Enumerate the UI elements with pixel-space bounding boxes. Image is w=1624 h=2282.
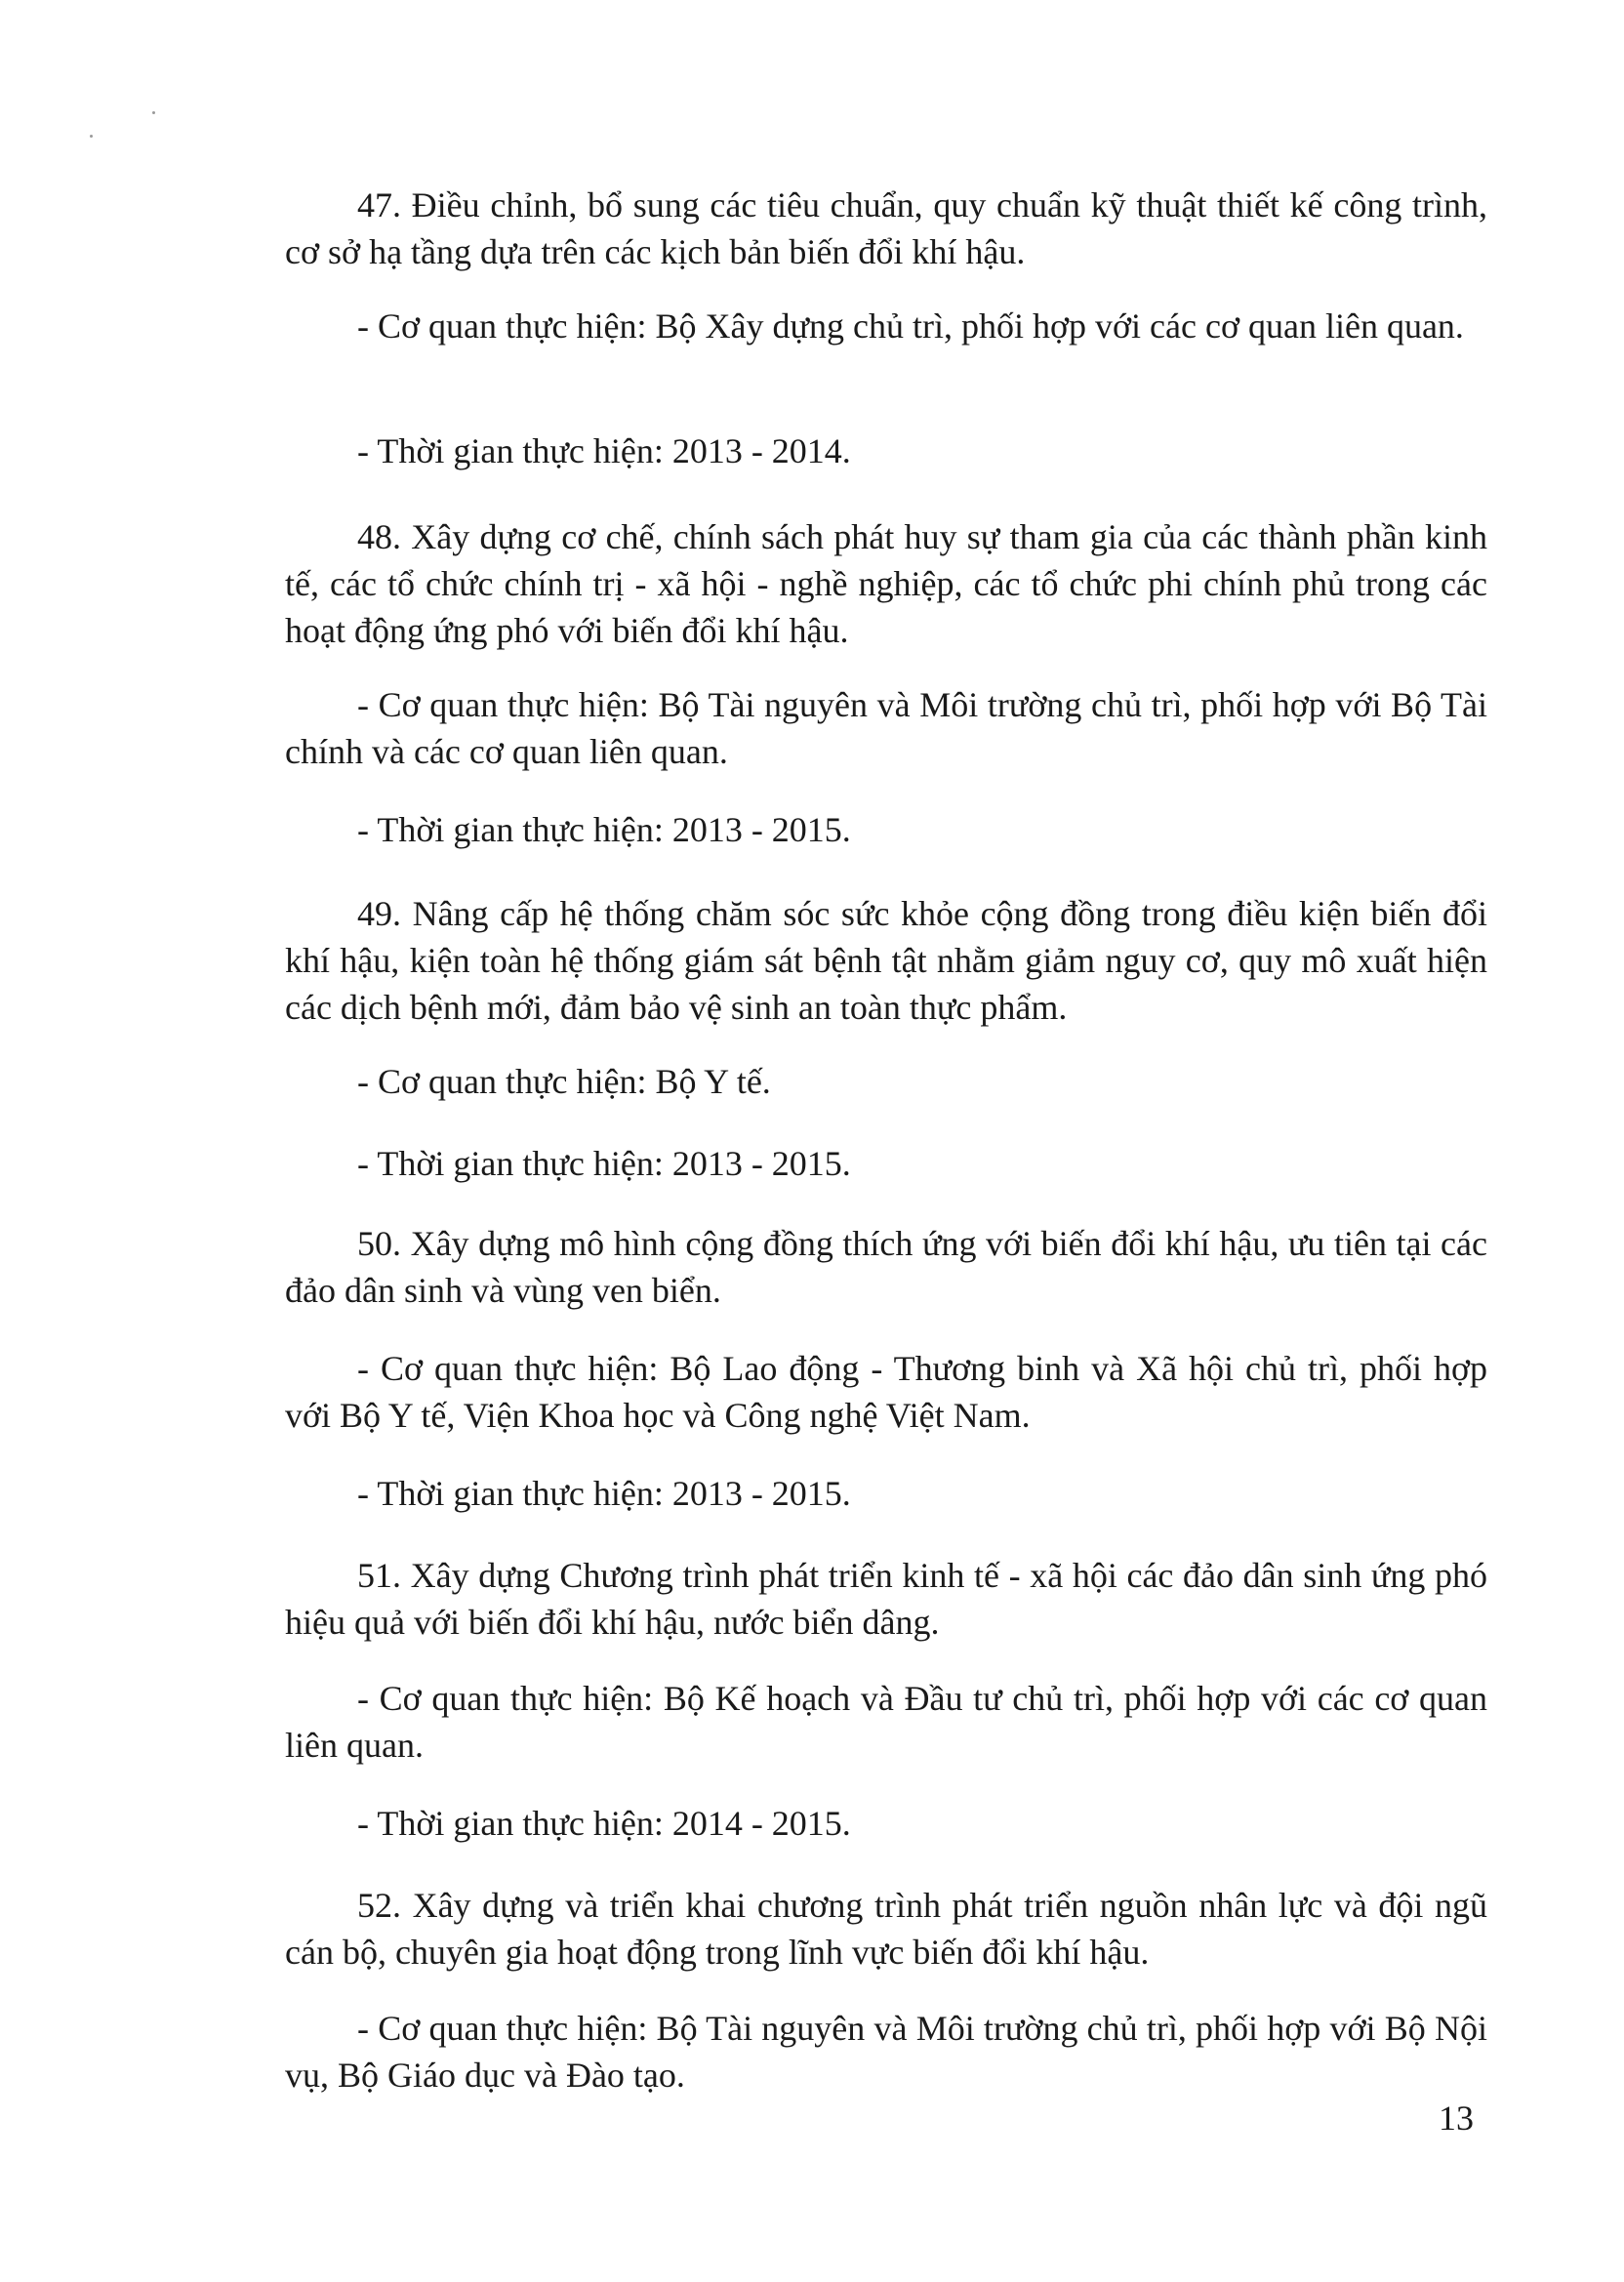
item-49-text: 49. Nâng cấp hệ thống chăm sóc sức khỏe cộng đồng trong điều kiện biến đổi khí hậu, kiện toàn hệ thống giám sát bệnh tật nhằm giảm nguy cơ, quy mô xuất hiện các dịch bệnh mới, đảm bảo vệ sinh an toàn thực phẩm. (285, 894, 1487, 1027)
item-50-text: 50. Xây dựng mô hình cộng đồng thích ứng với biến đổi khí hậu, ưu tiên tại các đảo dân sinh và vùng ven biển. (285, 1224, 1487, 1310)
item-47-agency: - Cơ quan thực hiện: Bộ Xây dựng chủ trì, phối hợp với các cơ quan liên quan. (357, 306, 1464, 346)
item-51-text: 51. Xây dựng Chương trình phát triển kinh tế - xã hội các đảo dân sinh ứng phó hiệu quả với biến đổi khí hậu, nước biển dâng. (285, 1556, 1487, 1642)
item-52-text: 52. Xây dựng và triển khai chương trình phát triển nguồn nhân lực và đội ngũ cán bộ, chuyên gia hoạt động trong lĩnh vực biến đổi khí hậu. (285, 1886, 1487, 1972)
item-48-text: 48. Xây dựng cơ chế, chính sách phát huy sự tham gia của các thành phần kinh tế, các tổ chức chính trị - xã hội - nghề nghiệp, các tổ chức phi chính phủ trong các hoạt động ứng phó với biến đổi khí hậu. (285, 517, 1487, 650)
item-48-time: - Thời gian thực hiện: 2013 - 2015. (357, 810, 851, 849)
item-49-time: - Thời gian thực hiện: 2013 - 2015. (357, 1144, 851, 1183)
item-50-time: - Thời gian thực hiện: 2013 - 2015. (357, 1474, 851, 1513)
item-48-agency: - Cơ quan thực hiện: Bộ Tài nguyên và Môi trường chủ trì, phối hợp với Bộ Tài chính và các cơ quan liên quan. (285, 685, 1487, 771)
item-47-text: 47. Điều chỉnh, bổ sung các tiêu chuẩn, quy chuẩn kỹ thuật thiết kế công trình, cơ sở hạ tầng dựa trên các kịch bản biến đổi khí hậu. (285, 185, 1487, 271)
page-number: 13 (1439, 2099, 1474, 2138)
item-51-time: - Thời gian thực hiện: 2014 - 2015. (357, 1804, 851, 1843)
item-49-agency: - Cơ quan thực hiện: Bộ Y tế. (357, 1062, 771, 1101)
item-47-time: - Thời gian thực hiện: 2013 - 2014. (357, 431, 851, 470)
item-51-agency: - Cơ quan thực hiện: Bộ Kế hoạch và Đầu tư chủ trì, phối hợp với các cơ quan liên quan. (285, 1679, 1487, 1765)
item-50-agency: - Cơ quan thực hiện: Bộ Lao động - Thương binh và Xã hội chủ trì, phối hợp với Bộ Y tế, Viện Khoa học và Công nghệ Việt Nam. (285, 1349, 1487, 1435)
scan-speck (90, 135, 93, 138)
scan-speck (152, 111, 155, 114)
item-52-agency: - Cơ quan thực hiện: Bộ Tài nguyên và Môi trường chủ trì, phối hợp với Bộ Nội vụ, Bộ Giáo dục và Đào tạo. (285, 2009, 1487, 2095)
